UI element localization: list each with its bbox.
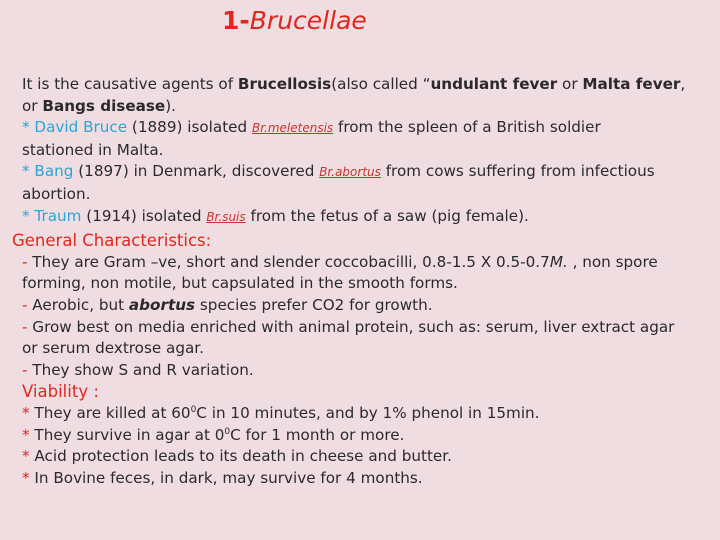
text: They are killed at 60 bbox=[29, 403, 191, 422]
bullet-dash: - bbox=[22, 317, 28, 336]
title-name: Brucellae bbox=[249, 6, 367, 35]
text: (also called “ bbox=[331, 75, 431, 93]
term-malta-fever: Malta fever bbox=[582, 75, 681, 93]
name-traum: Traum bbox=[29, 206, 82, 225]
intro-line-2 bbox=[22, 96, 716, 118]
text: stationed in Malta. bbox=[22, 140, 164, 159]
text: Grow best on media enriched with animal protein, such as: serum, liver extract agar bbox=[27, 317, 675, 336]
text: (1897) in Denmark, discovered bbox=[73, 162, 320, 181]
general-item-1 bbox=[22, 252, 716, 274]
slide-title bbox=[222, 6, 367, 35]
name-bang: Bang bbox=[29, 162, 74, 181]
bruce-line-2 bbox=[22, 140, 716, 162]
text: or serum dextrose agar. bbox=[22, 339, 204, 358]
text: species prefer CO2 for growth. bbox=[195, 295, 433, 314]
general-item-1-cont bbox=[22, 273, 716, 295]
text: They show S and R variation. bbox=[27, 360, 254, 379]
bruce-line-1 bbox=[22, 117, 716, 140]
bullet-dash: - bbox=[22, 360, 28, 379]
general-characteristics-heading: General Characteristics: bbox=[12, 231, 212, 251]
text: C in 10 minutes, and by 1% phenol in 15min. bbox=[196, 403, 540, 422]
text: or bbox=[22, 96, 43, 115]
general-item-3 bbox=[22, 317, 716, 339]
title-number: 1- bbox=[222, 6, 250, 35]
species-br-suis: Br.suis bbox=[206, 209, 246, 224]
bullet-star: * bbox=[22, 206, 30, 225]
text: It is the causative agents of bbox=[22, 75, 238, 93]
text: from the fetus of a saw (pig female). bbox=[245, 206, 529, 225]
viability-item-1 bbox=[22, 403, 716, 425]
superscript-degree: 0 bbox=[224, 426, 231, 437]
intro-line-1 bbox=[22, 74, 716, 96]
viability-item-3 bbox=[22, 446, 716, 468]
general-item-3-cont bbox=[22, 338, 716, 360]
text: They are Gram –ve, short and slender coccobacilli, 0.8-1.5 X 0.5-0.7 bbox=[27, 252, 550, 271]
text: In Bovine feces, in dark, may survive for 4 months. bbox=[29, 468, 423, 487]
unit-micrometer: M. bbox=[549, 252, 568, 271]
bang-line-1 bbox=[22, 161, 716, 184]
viability-item-4 bbox=[22, 468, 716, 490]
text: forming, non motile, but capsulated in the smooth forms. bbox=[22, 274, 458, 293]
bullet-star: * bbox=[22, 403, 30, 422]
text: They survive in agar at 0 bbox=[29, 425, 225, 444]
term-abortus: abortus bbox=[128, 295, 196, 314]
term-brucellosis: Brucellosis bbox=[237, 75, 332, 93]
text: Acid protection leads to its death in cheese and butter. bbox=[29, 447, 452, 466]
text: (1914) isolated bbox=[81, 206, 207, 225]
text: ). bbox=[165, 96, 176, 115]
text: from cows suffering from infectious bbox=[380, 162, 655, 181]
text: (1889) isolated bbox=[127, 118, 252, 137]
general-item-4 bbox=[22, 360, 716, 382]
name-david-bruce: David Bruce bbox=[29, 118, 128, 137]
superscript-degree: 0 bbox=[190, 404, 197, 415]
text: , bbox=[680, 75, 686, 93]
text: from the spleen of a British soldier bbox=[333, 118, 601, 137]
bullet-star: * bbox=[22, 162, 30, 181]
viability-item-2 bbox=[22, 425, 716, 447]
general-item-2 bbox=[22, 295, 716, 317]
traum-line bbox=[22, 206, 716, 229]
term-undulant-fever: undulant fever bbox=[430, 75, 558, 93]
bullet-star: * bbox=[22, 468, 30, 487]
text: C for 1 month or more. bbox=[230, 425, 405, 444]
bullet-dash: - bbox=[22, 295, 28, 314]
species-br-meletensis: Br.meletensis bbox=[251, 121, 334, 136]
species-br-abortus: Br.abortus bbox=[319, 165, 381, 180]
bullet-star: * bbox=[22, 118, 30, 137]
bang-line-2 bbox=[22, 184, 716, 206]
term-bangs-disease: Bangs disease bbox=[42, 96, 166, 115]
bullet-star: * bbox=[22, 447, 30, 466]
text: abortion. bbox=[22, 184, 91, 203]
bullet-dash: - bbox=[22, 252, 28, 271]
slide-body bbox=[12, 74, 716, 489]
text: or bbox=[557, 75, 583, 93]
bullet-star: * bbox=[22, 425, 30, 444]
text: Aerobic, but bbox=[27, 295, 129, 314]
text: , non spore bbox=[567, 252, 658, 271]
viability-heading: Viability : bbox=[22, 382, 99, 402]
